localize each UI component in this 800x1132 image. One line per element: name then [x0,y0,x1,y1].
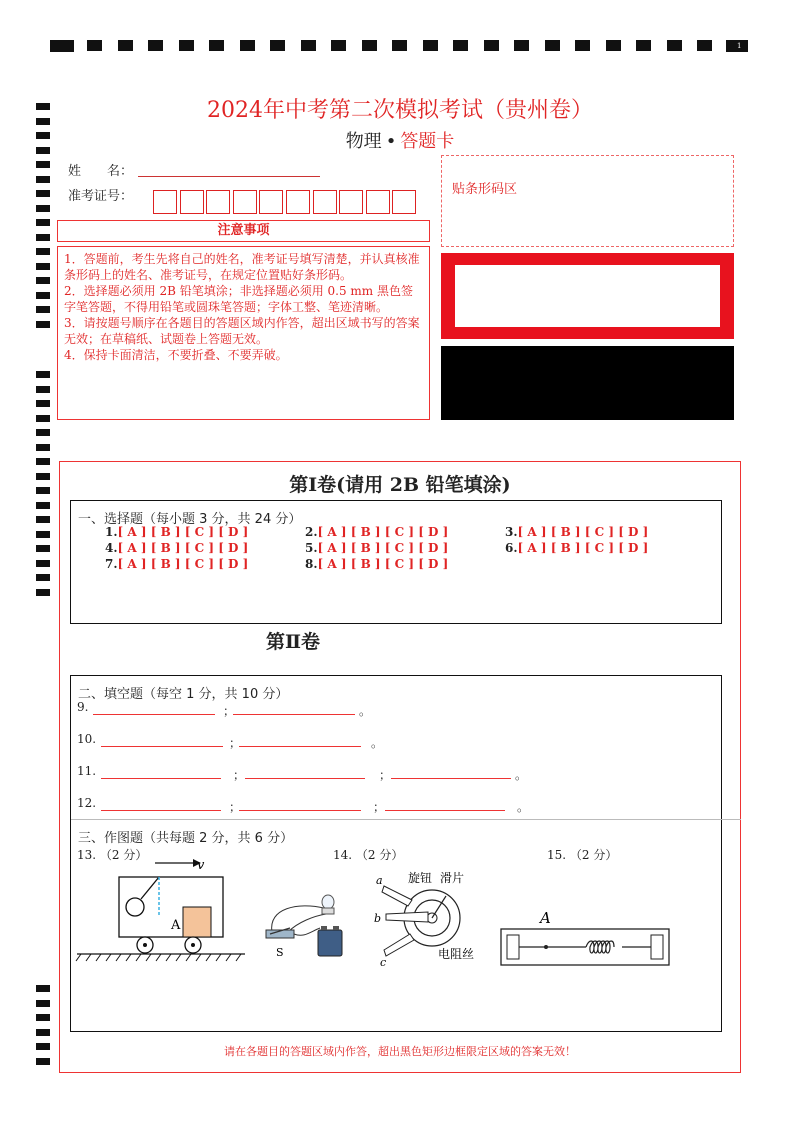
alignment-mark-left [36,574,50,581]
alignment-mark-top [270,40,285,51]
fill-q11-blank-2[interactable] [245,777,365,779]
slider-label: 滑片 [440,871,465,885]
alignment-mark-left [36,415,50,422]
block-a-label: A [171,918,181,933]
choice-section-title: 一、选择题（每小题 3 分，共 24 分） [78,512,302,527]
fill-q11-number: 11. [77,764,97,778]
alignment-mark-left [36,545,50,552]
alignment-mark-top [667,40,682,51]
alignment-mark-top [392,40,407,51]
notice-item-4: 4．保持卡面清洁，不要折叠、不要弄破。 [64,348,288,362]
fill-q9-blank-2[interactable] [233,713,355,715]
alignment-mark-left [36,190,50,197]
alignment-mark-left [36,321,50,328]
alignment-mark-left [36,1014,50,1021]
fill-separator: ； [373,800,386,814]
fill-q12-number: 12. [77,796,97,810]
alignment-mark-left [36,234,50,241]
page-subtitle [0,127,800,153]
figure-13-cart [75,855,250,965]
alignment-mark-left [36,985,50,992]
terminal-b-label: b [374,912,382,925]
alignment-mark-left [36,277,50,284]
alignment-mark-left [36,487,50,494]
barcode-label: 贴条形码区 [452,182,518,197]
alignment-mark-left [36,176,50,183]
terminal-c-label: c [380,956,387,968]
fill-end-mark: 。 [517,800,530,814]
point-a-label: A [540,909,551,927]
alignment-mark-top [240,40,255,51]
alignment-mark-top [453,40,468,51]
choice-q1[interactable]: 1.[ A ] [ B ] [ C ] [ D ] [105,525,249,539]
id-digit-box[interactable] [259,190,283,214]
knob-label: 旋钮 [408,871,433,885]
footer-warning: 请在各题目的答题区域内作答，超出黑色矩形边框限定区域的答案无效！ [224,1045,576,1058]
draw-q13-label: 13. （2 分） [77,848,148,862]
fill-separator: ； [229,736,242,750]
choice-section [70,500,722,624]
switch-label: S [276,946,284,959]
id-digit-box[interactable] [286,190,310,214]
id-digit-box[interactable] [366,190,390,214]
alignment-mark-top [514,40,529,51]
alignment-mark-top [301,40,316,51]
part1-title: 第Ⅰ卷(请用 2B 铅笔填涂) [289,474,511,496]
alignment-mark-top [423,40,438,51]
fill-q12-blank-1[interactable] [101,809,221,811]
fill-q11-blank-3[interactable] [391,777,511,779]
barcode-area[interactable] [441,155,734,247]
subject-label: 物理 [345,131,382,152]
alignment-mark-left [36,371,50,378]
draw-q14-label: 14. （2 分） [333,848,404,862]
alignment-mark-left [36,292,50,299]
alignment-mark-top [575,40,590,51]
alignment-mark-top [87,40,102,51]
fill-separator: ； [229,800,242,814]
alignment-mark-top [179,40,194,51]
fill-q10-number: 10. [77,732,97,746]
alignment-mark-left [36,560,50,567]
page-title: 2024年中考第二次模拟考试（贵州卷） [207,98,593,123]
fill-q11-blank-1[interactable] [101,777,221,779]
alignment-mark-top [331,40,346,51]
alignment-mark-left [36,205,50,212]
alignment-mark-top [484,40,499,51]
fill-q10-blank-2[interactable] [239,745,361,747]
alignment-mark-left [36,386,50,393]
alignment-mark-left [36,219,50,226]
subtitle-separator: • [385,131,397,152]
notice-box [57,246,430,420]
id-digit-box[interactable] [233,190,257,214]
alignment-mark-left [36,263,50,270]
black-block [441,346,734,420]
choice-q6[interactable]: 6.[ A ] [ B ] [ C ] [ D ] [505,541,649,555]
alignment-mark-left [36,161,50,168]
figure-15-spring [498,905,673,970]
wire-label: 电阻丝 [438,947,475,961]
draw-section-title: 三、作图题（共每题 2 分，共 6 分） [78,831,294,846]
id-digit-box[interactable] [313,190,337,214]
alignment-mark-left [36,1000,50,1007]
part2-section [70,675,722,1032]
fill-end-mark: 。 [371,736,384,750]
id-digit-box[interactable] [153,190,177,214]
fill-end-mark: 。 [359,704,372,718]
choice-q8[interactable]: 8.[ A ] [ B ] [ C ] [ D ] [305,557,449,571]
id-digit-box[interactable] [206,190,230,214]
fill-section-title: 二、填空题（每空 1 分，共 10 分） [78,687,289,702]
alignment-mark-top [545,40,560,51]
fill-separator: ； [379,768,392,782]
part2-title: 第Ⅱ卷 [266,631,321,653]
figure-14-potentiometer [372,868,482,968]
page-number: 1 [737,42,742,50]
alignment-mark-left [36,589,50,596]
fill-q12-blank-2[interactable] [239,809,361,811]
fill-q10-blank-1[interactable] [101,745,223,747]
alignment-mark-left [36,444,50,451]
alignment-mark-left [36,1029,50,1036]
name-field[interactable] [138,176,320,177]
figure-13-circuit [258,888,358,963]
alignment-mark-top [697,40,712,51]
fill-q9-number: 9. [77,700,89,714]
alignment-mark-top [606,40,621,51]
id-digit-box[interactable] [339,190,363,214]
alignment-mark-top [362,40,377,51]
alignment-mark-top [118,40,133,51]
choice-q5[interactable]: 5.[ A ] [ B ] [ C ] [ D ] [305,541,449,555]
alignment-mark-left [36,400,50,407]
alignment-mark-top [209,40,224,51]
alignment-mark-left [36,306,50,313]
alignment-mark-top [636,40,651,51]
card-name: 答题卡 [400,131,455,152]
alignment-mark-left [36,458,50,465]
fill-separator: ； [223,704,236,718]
choice-q4[interactable]: 4.[ A ] [ B ] [ C ] [ D ] [105,541,249,555]
alignment-mark-left [36,429,50,436]
terminal-a-label: a [376,874,383,887]
choice-q3[interactable]: 3.[ A ] [ B ] [ C ] [ D ] [505,525,649,539]
id-digit-box[interactable] [180,190,204,214]
id-label: 准考证号： [68,189,134,204]
alignment-mark-left [36,531,50,538]
choice-q2[interactable]: 2.[ A ] [ B ] [ C ] [ D ] [305,525,449,539]
fill-separator: ； [233,768,246,782]
absence-mark-frame [441,253,734,339]
section-divider [71,819,741,820]
alignment-mark-left [36,248,50,255]
fill-q12-blank-3[interactable] [385,809,505,811]
fill-end-mark: 。 [515,768,528,782]
alignment-mark-left [36,502,50,509]
alignment-mark-left [36,516,50,523]
alignment-mark-top [148,40,163,51]
draw-q15-label: 15. （2 分） [547,848,618,862]
choice-q7[interactable]: 7.[ A ] [ B ] [ C ] [ D ] [105,557,249,571]
notice-item-3: 3．请按题号顺序在各题目的答题区域内作答，超出区域书写的答案无效；在草稿纸、试题卷上答题无效。 [64,316,420,346]
notice-item-1: 1．答题前，考生先将自己的姓名，准考证号填写清楚，并认真核准条形码上的姓名、准考证号，在规定位置贴好条形码。 [64,252,420,282]
notice-item-2: 2．选择题必须用 2B 铅笔填涂；非选择题必须用 0.5 mm 黑色签字笔答题，不得用铅笔或圆珠笔答题；字体工整、笔迹清晰。 [64,284,414,314]
notice-heading: 注意事项 [57,220,430,242]
name-label: 姓 名： [68,164,134,179]
fill-q9-blank-1[interactable] [93,713,215,715]
id-digit-box[interactable] [392,190,416,214]
velocity-label: v [197,858,205,873]
alignment-mark-left [36,473,50,480]
alignment-mark-top [50,40,74,52]
